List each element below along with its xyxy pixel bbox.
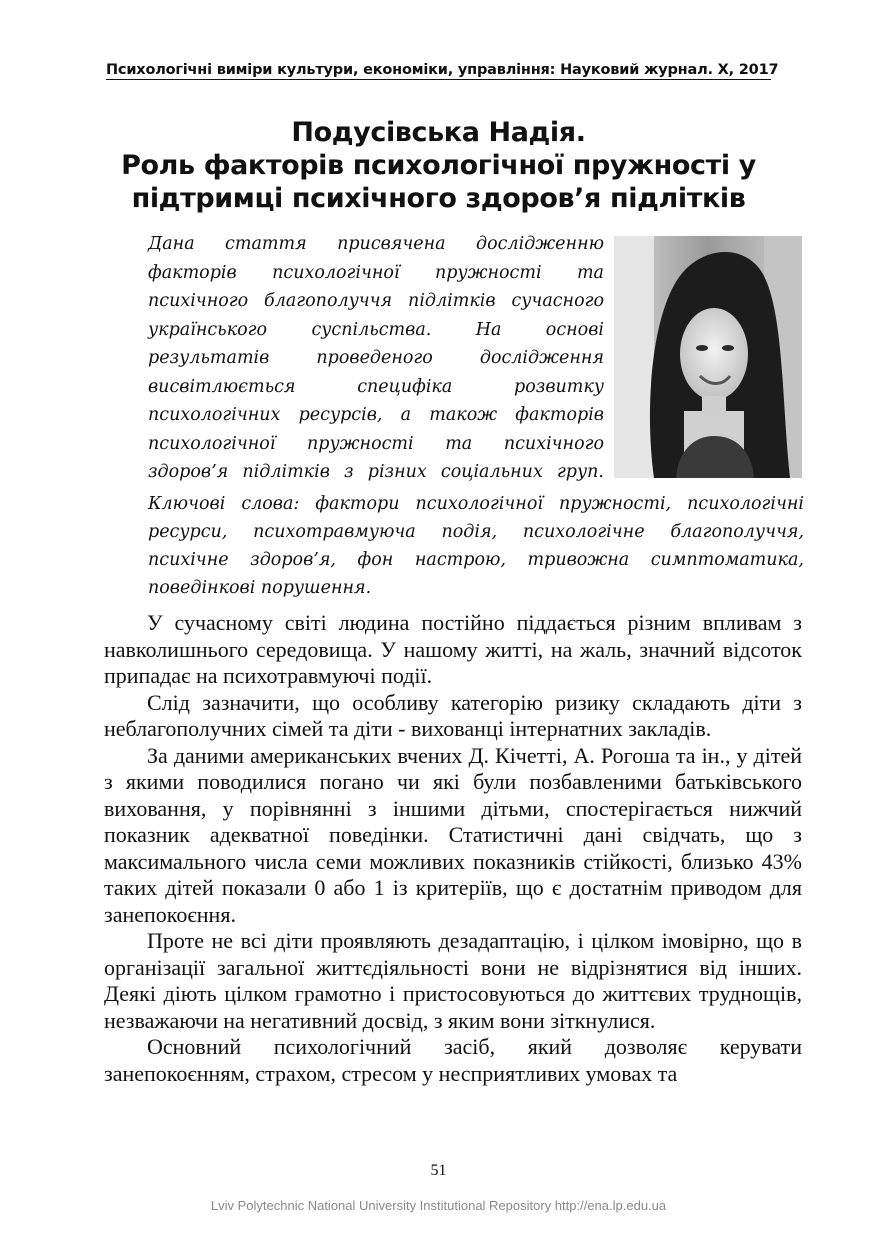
article-body bbox=[104, 610, 802, 1087]
body-paragraph-2: Слід зазначити, що особливу категорію ризику складають діти з неблагополучних сімей та діти - вихованці інтернатних закладів. bbox=[104, 689, 802, 741]
author-portrait-image bbox=[614, 236, 802, 478]
abstract-text: Дана стаття присвячена дослідженню факторів психологічної пружності та психічного благополуччя підлітків сучасного українського суспільства. На основі результатів проведеного дослідження висвітлюється специфіка розвитку психологічних ресурсів, а також факторів психологічної пружності та психічного здоров’я підлітків з різних соціальних груп. bbox=[148, 234, 604, 482]
article-title-block bbox=[100, 116, 777, 215]
author-photo bbox=[614, 236, 802, 478]
keywords: Ключові слова: фактори психологічної пружності, психологічні ресурси, психотравмуюча подія, психологічне благополуччя, психічне здоров’я, фон настрою, тривожна симптоматика, поведінкові порушення. bbox=[148, 494, 804, 598]
body-paragraph-4: Проте не всі діти проявляють дезадаптацію, і цілком імовірно, що в організації загальної життєдіяльності вони не відрізнятися від інших. Деякі діють цілком грамотно і пристосовуються до життєвих труднощів, незважаючи на негативний досвід, з яким вони зіткнулися. bbox=[104, 928, 802, 1033]
repository-footer: Lviv Polytechnic National University Institutional Repository http://ena.lp.edu.ua bbox=[210, 1198, 667, 1213]
body-paragraph-1: У сучасному світі людина постійно піддається різним впливам з навколишнього середовища. У нашому житті, на жаль, значний відсоток припадає на психотравмуючі події. bbox=[104, 610, 802, 688]
running-header: Психологічні виміри культури, економіки, управління: Науковий журнал. Х, 2017 bbox=[106, 62, 779, 78]
abstract bbox=[148, 230, 604, 487]
body-paragraph-3: За даними американських вчених Д. Кічетті, А. Рогоша та ін., у дітей з якими поводилися погано чи які були позбавленими батьківського виховання, у порівнянні з іншими дітьми, спостерігається нижчий показник адекватної поведінки. Статистичні дані свідчать, що з максимального числа семи можливих показників стійкості, близько 43% таких дітей показали 0 або 1 із критеріїв, що є достатнім приводом для занепокоєння. bbox=[104, 742, 802, 927]
author-name: Подусівська Надія. bbox=[291, 117, 586, 148]
article-title-line-2: підтримці психічного здоров’я підлітків bbox=[131, 183, 746, 214]
page-number: 51 bbox=[430, 1162, 447, 1179]
body-paragraph-5: Основний психологічний засіб, який дозволяє керувати занепокоєнням, страхом, стресом у несприятливих умовах та bbox=[104, 1034, 802, 1086]
article-title-line-1: Роль факторів психологічної пружності у bbox=[121, 150, 756, 181]
